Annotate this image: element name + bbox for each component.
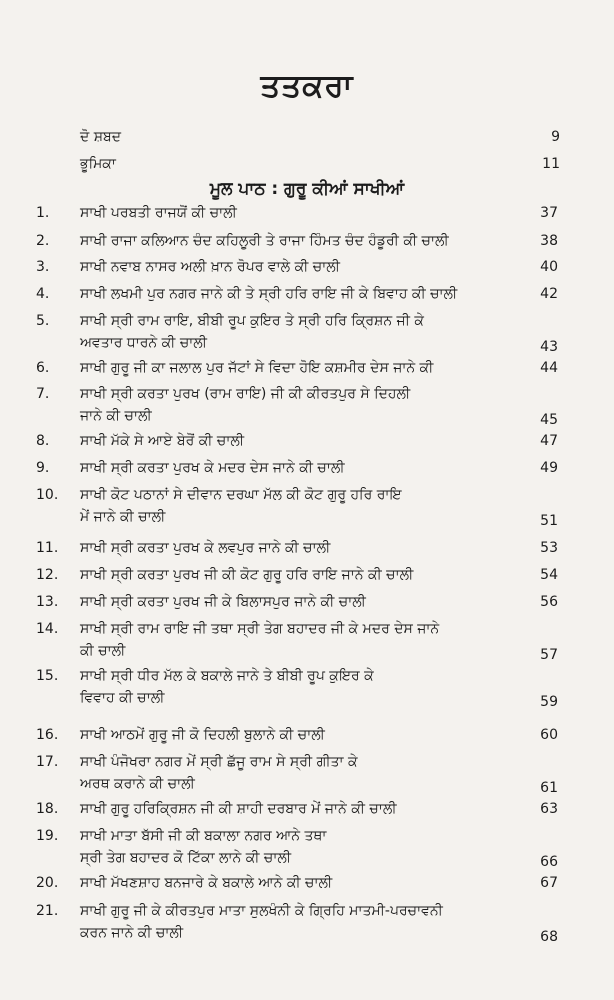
entry-title-line: ਸਾਖੀ ਸ੍ਰੀ ਕਰਤਾ ਪੁਰਖ ਜੀ ਕੇ ਬਿਲਾਸਪੁਰ ਜਾਨੇ ਕੀ ਚਾਲੀ (80, 594, 366, 610)
entry-number: 13. (36, 594, 59, 610)
entry-number: 11. (36, 540, 59, 556)
entry-title-line: ਸਾਖੀ ਆਠਮੇਂ ਗੁਰੂ ਜੀ ਕੋ ਦਿਹਲੀ ਬੁਲਾਨੇ ਕੀ ਚਾਲੀ (80, 727, 325, 743)
entry-number: 19. (36, 828, 59, 844)
entry-title-line: ਸਾਖੀ ਮਾਤਾ ਬੱਸੀ ਜੀ ਕੀ ਬਕਾਲਾ ਨਗਰ ਆਨੇ ਤਥਾ (80, 828, 327, 844)
entry-number: 20. (36, 875, 59, 891)
entry-title-line: ਸਾਖੀ ਲਖਮੀ ਪੁਰ ਨਗਰ ਜਾਨੇ ਕੀ ਤੇ ਸ੍ਰੀ ਹਰਿ ਰਾਇ ਜੀ ਕੇ ਬਿਵਾਹ ਕੀ ਚਾਲੀ (80, 286, 458, 302)
entry-title-line: ਸਾਖੀ ਸ੍ਰੀ ਰਾਮ ਰਾਇ ਜੀ ਤਥਾ ਸ੍ਰੀ ਤੇਗ ਬਹਾਦਰ ਜੀ ਕੇ ਮਦਰ ਦੇਸ ਜਾਨੇ (80, 621, 440, 637)
entry-title-line: ਸਾਖੀ ਸ੍ਰੀ ਰਾਮ ਰਾਇ, ਬੀਬੀ ਰੂਪ ਕੁਇਰ ਤੇ ਸ੍ਰੀ ਹਰਿ ਕ੍ਰਿਸ਼ਨ ਜੀ ਕੇ (80, 313, 424, 329)
entry-title-line: ਸਾਖੀ ਸ੍ਰੀ ਕਰਤਾ ਪੁਰਖ (ਰਾਮ ਰਾਇ) ਜੀ ਕੀ ਕੀਰਤਪੁਰ ਸੇ ਦਿਹਲੀ (80, 386, 411, 402)
entry-page-number: 47 (540, 433, 558, 449)
entry-title-line: ਕੀ ਚਾਲੀ (80, 643, 126, 659)
entry-number: 9. (36, 460, 50, 476)
entry-title-line: ਸਾਖੀ ਗੁਰੂ ਹਰਿਕ੍ਰਿਸ਼ਨ ਜੀ ਕੀ ਸ਼ਾਹੀ ਦਰਬਾਰ ਮੇਂ ਜਾਨੇ ਕੀ ਚਾਲੀ (80, 801, 397, 817)
entry-title-line: ਸਾਖੀ ਮੱਖਣਸ਼ਾਹ ਬਨਜਾਰੇ ਕੇ ਬਕਾਲੇ ਆਨੇ ਕੀ ਚਾਲੀ (80, 875, 333, 891)
entry-title-line: ਅਰਥ ਕਰਾਨੇ ਕੀ ਚਾਲੀ (80, 776, 195, 792)
intro-label: ਦੋ ਸ਼ਬਦ (80, 129, 122, 145)
entry-page-number: 67 (540, 875, 558, 891)
entry-title-line: ਜਾਨੇ ਕੀ ਚਾਲੀ (80, 408, 152, 424)
entry-number: 15. (36, 668, 59, 684)
entry-number: 16. (36, 727, 59, 743)
entry-page-number: 63 (540, 801, 558, 817)
entry-number: 6. (36, 360, 50, 376)
entry-title-line: ਮੇਂ ਜਾਨੇ ਕੀ ਚਾਲੀ (80, 509, 166, 525)
entry-number: 2. (36, 233, 50, 249)
entry-page-number: 43 (540, 339, 558, 355)
entry-number: 3. (36, 259, 50, 275)
section-heading: ਮੂਲ ਪਾਠ : ਗੁਰੂ ਕੀਆਂ ਸਾਖੀਆਂ (209, 179, 405, 199)
entry-number: 4. (36, 286, 50, 302)
entry-page-number: 66 (540, 854, 558, 870)
entry-number: 10. (36, 487, 59, 503)
entry-page-number: 49 (540, 460, 558, 476)
entry-title-line: ਸਾਖੀ ਸ੍ਰੀ ਕਰਤਾ ਪੁਰਖ ਕੇ ਮਦਰ ਦੇਸ ਜਾਨੇ ਕੀ ਚਾਲੀ (80, 460, 345, 476)
entry-title-line: ਸਾਖੀ ਗੁਰੂ ਜੀ ਕਾ ਜਲਾਲ ਪੁਰ ਜੱਟਾਂ ਸੇ ਵਿਦਾ ਹੋਇ ਕਸ਼ਮੀਰ ਦੇਸ ਜਾਨੇ ਕੀ (80, 360, 434, 376)
entry-page-number: 40 (540, 259, 558, 275)
entry-page-number: 42 (540, 286, 558, 302)
entry-page-number: 37 (540, 205, 558, 221)
entry-page-number: 57 (540, 647, 558, 663)
entry-title-line: ਸਾਖੀ ਪਰਬਤੀ ਰਾਜਯੋਂ ਕੀ ਚਾਲੀ (80, 205, 237, 221)
entry-title-line: ਕਰਨ ਜਾਨੇ ਕੀ ਚਾਲੀ (80, 925, 184, 941)
entry-title-line: ਸਾਖੀ ਰਾਜਾ ਕਲਿਆਨ ਚੰਦ ਕਹਿਲੂਰੀ ਤੇ ਰਾਜਾ ਹਿੰਮਤ ਚੰਦ ਹੰਡੂਰੀ ਕੀ ਚਾਲੀ (80, 233, 449, 249)
entry-title-line: ਸਾਖੀ ਸ੍ਰੀ ਕਰਤਾ ਪੁਰਖ ਜੀ ਕੀ ਕੋਟ ਗੁਰੂ ਹਰਿ ਰਾਇ ਜਾਨੇ ਕੀ ਚਾਲੀ (80, 567, 414, 583)
entry-number: 14. (36, 621, 59, 637)
entry-page-number: 45 (540, 412, 558, 428)
entry-title-line: ਸਾਖੀ ਸ੍ਰੀ ਧੀਰ ਮੱਲ ਕੇ ਬਕਾਲੇ ਜਾਨੇ ਤੇ ਬੀਬੀ ਰੂਪ ਕੁਇਰ ਕੇ (80, 668, 374, 684)
entry-title-line: ਸਾਖੀ ਨਵਾਬ ਨਾਸਰ ਅਲੀ ਖ਼ਾਨ ਰੋਪਰ ਵਾਲੇ ਕੀ ਚਾਲੀ (80, 259, 340, 275)
entry-title-line: ਸਾਖੀ ਸ੍ਰੀ ਕਰਤਾ ਪੁਰਖ ਕੇ ਲਵਪੁਰ ਜਾਨੇ ਕੀ ਚਾਲੀ (80, 540, 331, 556)
entry-title-line: ਸ੍ਰੀ ਤੇਗ ਬਹਾਦਰ ਕੋ ਟਿੱਕਾ ਲਾਨੇ ਕੀ ਚਾਲੀ (80, 850, 292, 866)
entry-title-line: ਅਵਤਾਰ ਧਾਰਨੇ ਕੀ ਚਾਲੀ (80, 335, 207, 351)
entry-number: 21. (36, 903, 59, 919)
entry-page-number: 44 (540, 360, 558, 376)
entry-number: 7. (36, 386, 50, 402)
entry-page-number: 38 (540, 233, 558, 249)
entry-number: 5. (36, 313, 50, 329)
entry-page-number: 59 (540, 694, 558, 710)
entry-page-number: 60 (540, 727, 558, 743)
entry-page-number: 56 (540, 594, 558, 610)
entry-page-number: 61 (540, 780, 558, 796)
entry-number: 8. (36, 433, 50, 449)
page-title: ਤਤਕਰਾ (260, 68, 354, 104)
entry-title-line: ਸਾਖੀ ਗੁਰੂ ਜੀ ਕੇ ਕੀਰਤਪੁਰ ਮਾਤਾ ਸੁਲਖੰਨੀ ਕੇ ਗ੍ਰਿਹਿ ਮਾਤਮੀ-ਪਰਚਾਵਨੀ (80, 903, 443, 919)
intro-page-number: 11 (542, 156, 560, 172)
intro-label: ਭੂਮਿਕਾ (80, 156, 116, 172)
entry-page-number: 51 (540, 513, 558, 529)
entry-page-number: 68 (540, 929, 558, 945)
entry-page-number: 54 (540, 567, 558, 583)
entry-page-number: 53 (540, 540, 558, 556)
entry-title-line: ਸਾਖੀ ਕੋਟ ਪਠਾਨਾਂ ਸੇ ਦੀਵਾਨ ਦਰਘਾ ਮੱਲ ਕੀ ਕੋਟ ਗੁਰੂ ਹਰਿ ਰਾਇ (80, 487, 402, 503)
entry-title-line: ਸਾਖੀ ਮੱਕੇ ਸੇ ਆਏ ਬੇਰੋਂ ਕੀ ਚਾਲੀ (80, 433, 245, 449)
entry-number: 1. (36, 205, 50, 221)
entry-title-line: ਵਿਵਾਹ ਕੀ ਚਾਲੀ (80, 690, 165, 706)
intro-page-number: 9 (551, 129, 560, 145)
entry-number: 12. (36, 567, 59, 583)
entry-title-line: ਸਾਖੀ ਪੰਜੋਖਰਾ ਨਗਰ ਮੇਂ ਸ੍ਰੀ ਛੱਜੂ ਰਾਮ ਸੇ ਸ੍ਰੀ ਗੀਤਾ ਕੇ (80, 754, 358, 770)
entry-number: 18. (36, 801, 59, 817)
entry-number: 17. (36, 754, 59, 770)
